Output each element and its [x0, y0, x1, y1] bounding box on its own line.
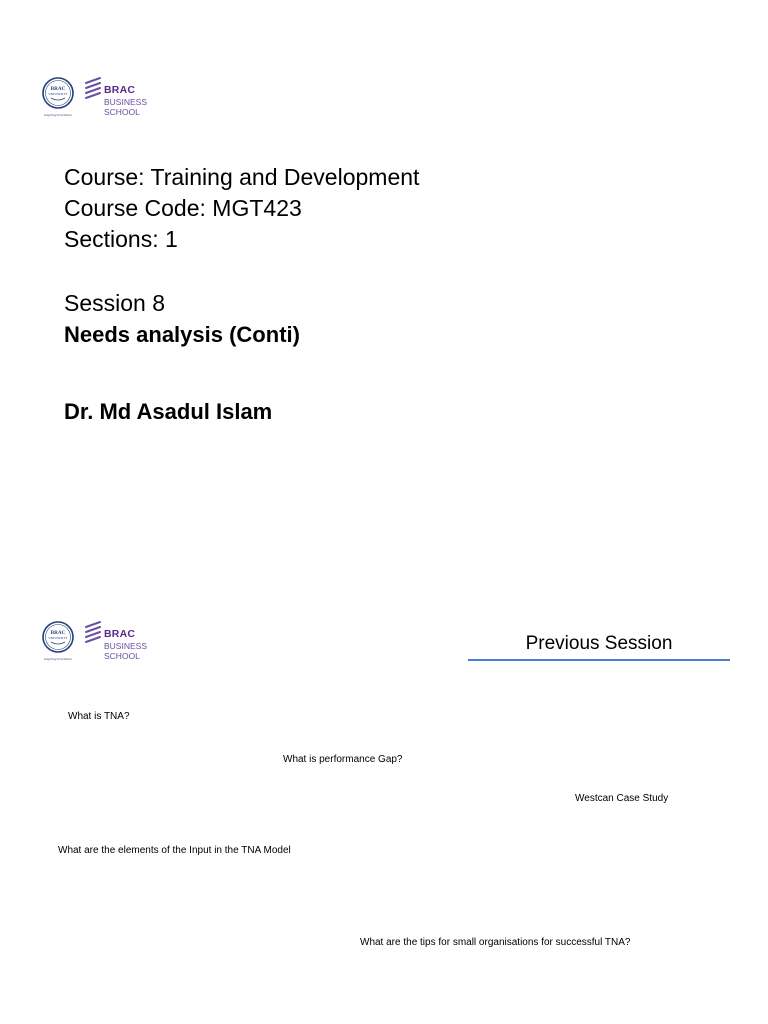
svg-text:UNIVERSITY: UNIVERSITY [48, 92, 68, 96]
svg-text:UNIVERSITY: UNIVERSITY [48, 636, 68, 640]
logo-brand-text: BRAC [104, 84, 136, 96]
logo-brand-text: BRAC [104, 628, 136, 640]
course-info [64, 162, 419, 255]
logo-sub-text-2: SCHOOL [104, 107, 140, 117]
brand-stripes-icon [84, 76, 102, 100]
session-topic: Needs analysis (Conti) [64, 322, 300, 347]
session-number: Session 8 [64, 290, 166, 316]
slide-title: Previous Session [525, 633, 673, 654]
question-item: Westcan Case Study [575, 793, 669, 804]
course-name: Course: Training and Development [64, 164, 420, 190]
svg-text:BRAC: BRAC [50, 630, 66, 636]
logo-sub-text-1: BUSINESS [104, 641, 147, 651]
question-item: What are the tips for small organisations for successful TNA? [360, 937, 631, 948]
previous-session-slide [0, 512, 768, 1024]
svg-text:Inspiring Excellence: Inspiring Excellence [44, 113, 72, 117]
logo-sub-text-2: SCHOOL [104, 651, 140, 661]
question-item: What is performance Gap? [283, 754, 403, 765]
question-item: What are the elements of the Input in the TNA Model [58, 845, 291, 856]
brac-business-school-logo [36, 74, 156, 118]
brac-business-school-logo [36, 618, 156, 662]
svg-text:BRAC: BRAC [50, 86, 66, 92]
brac-university-seal-icon [36, 618, 86, 662]
course-code: Course Code: MGT423 [64, 195, 302, 221]
question-item: What is TNA? [68, 711, 130, 722]
svg-text:Inspiring Excellence: Inspiring Excellence [44, 657, 72, 661]
logo-sub-text-1: BUSINESS [104, 97, 147, 107]
brand-stripes-icon [84, 620, 102, 644]
course-sections: Sections: 1 [64, 226, 178, 252]
title-underline [468, 659, 730, 661]
author-name: Dr. Md Asadul Islam [64, 399, 273, 424]
brac-university-seal-icon [36, 74, 86, 118]
